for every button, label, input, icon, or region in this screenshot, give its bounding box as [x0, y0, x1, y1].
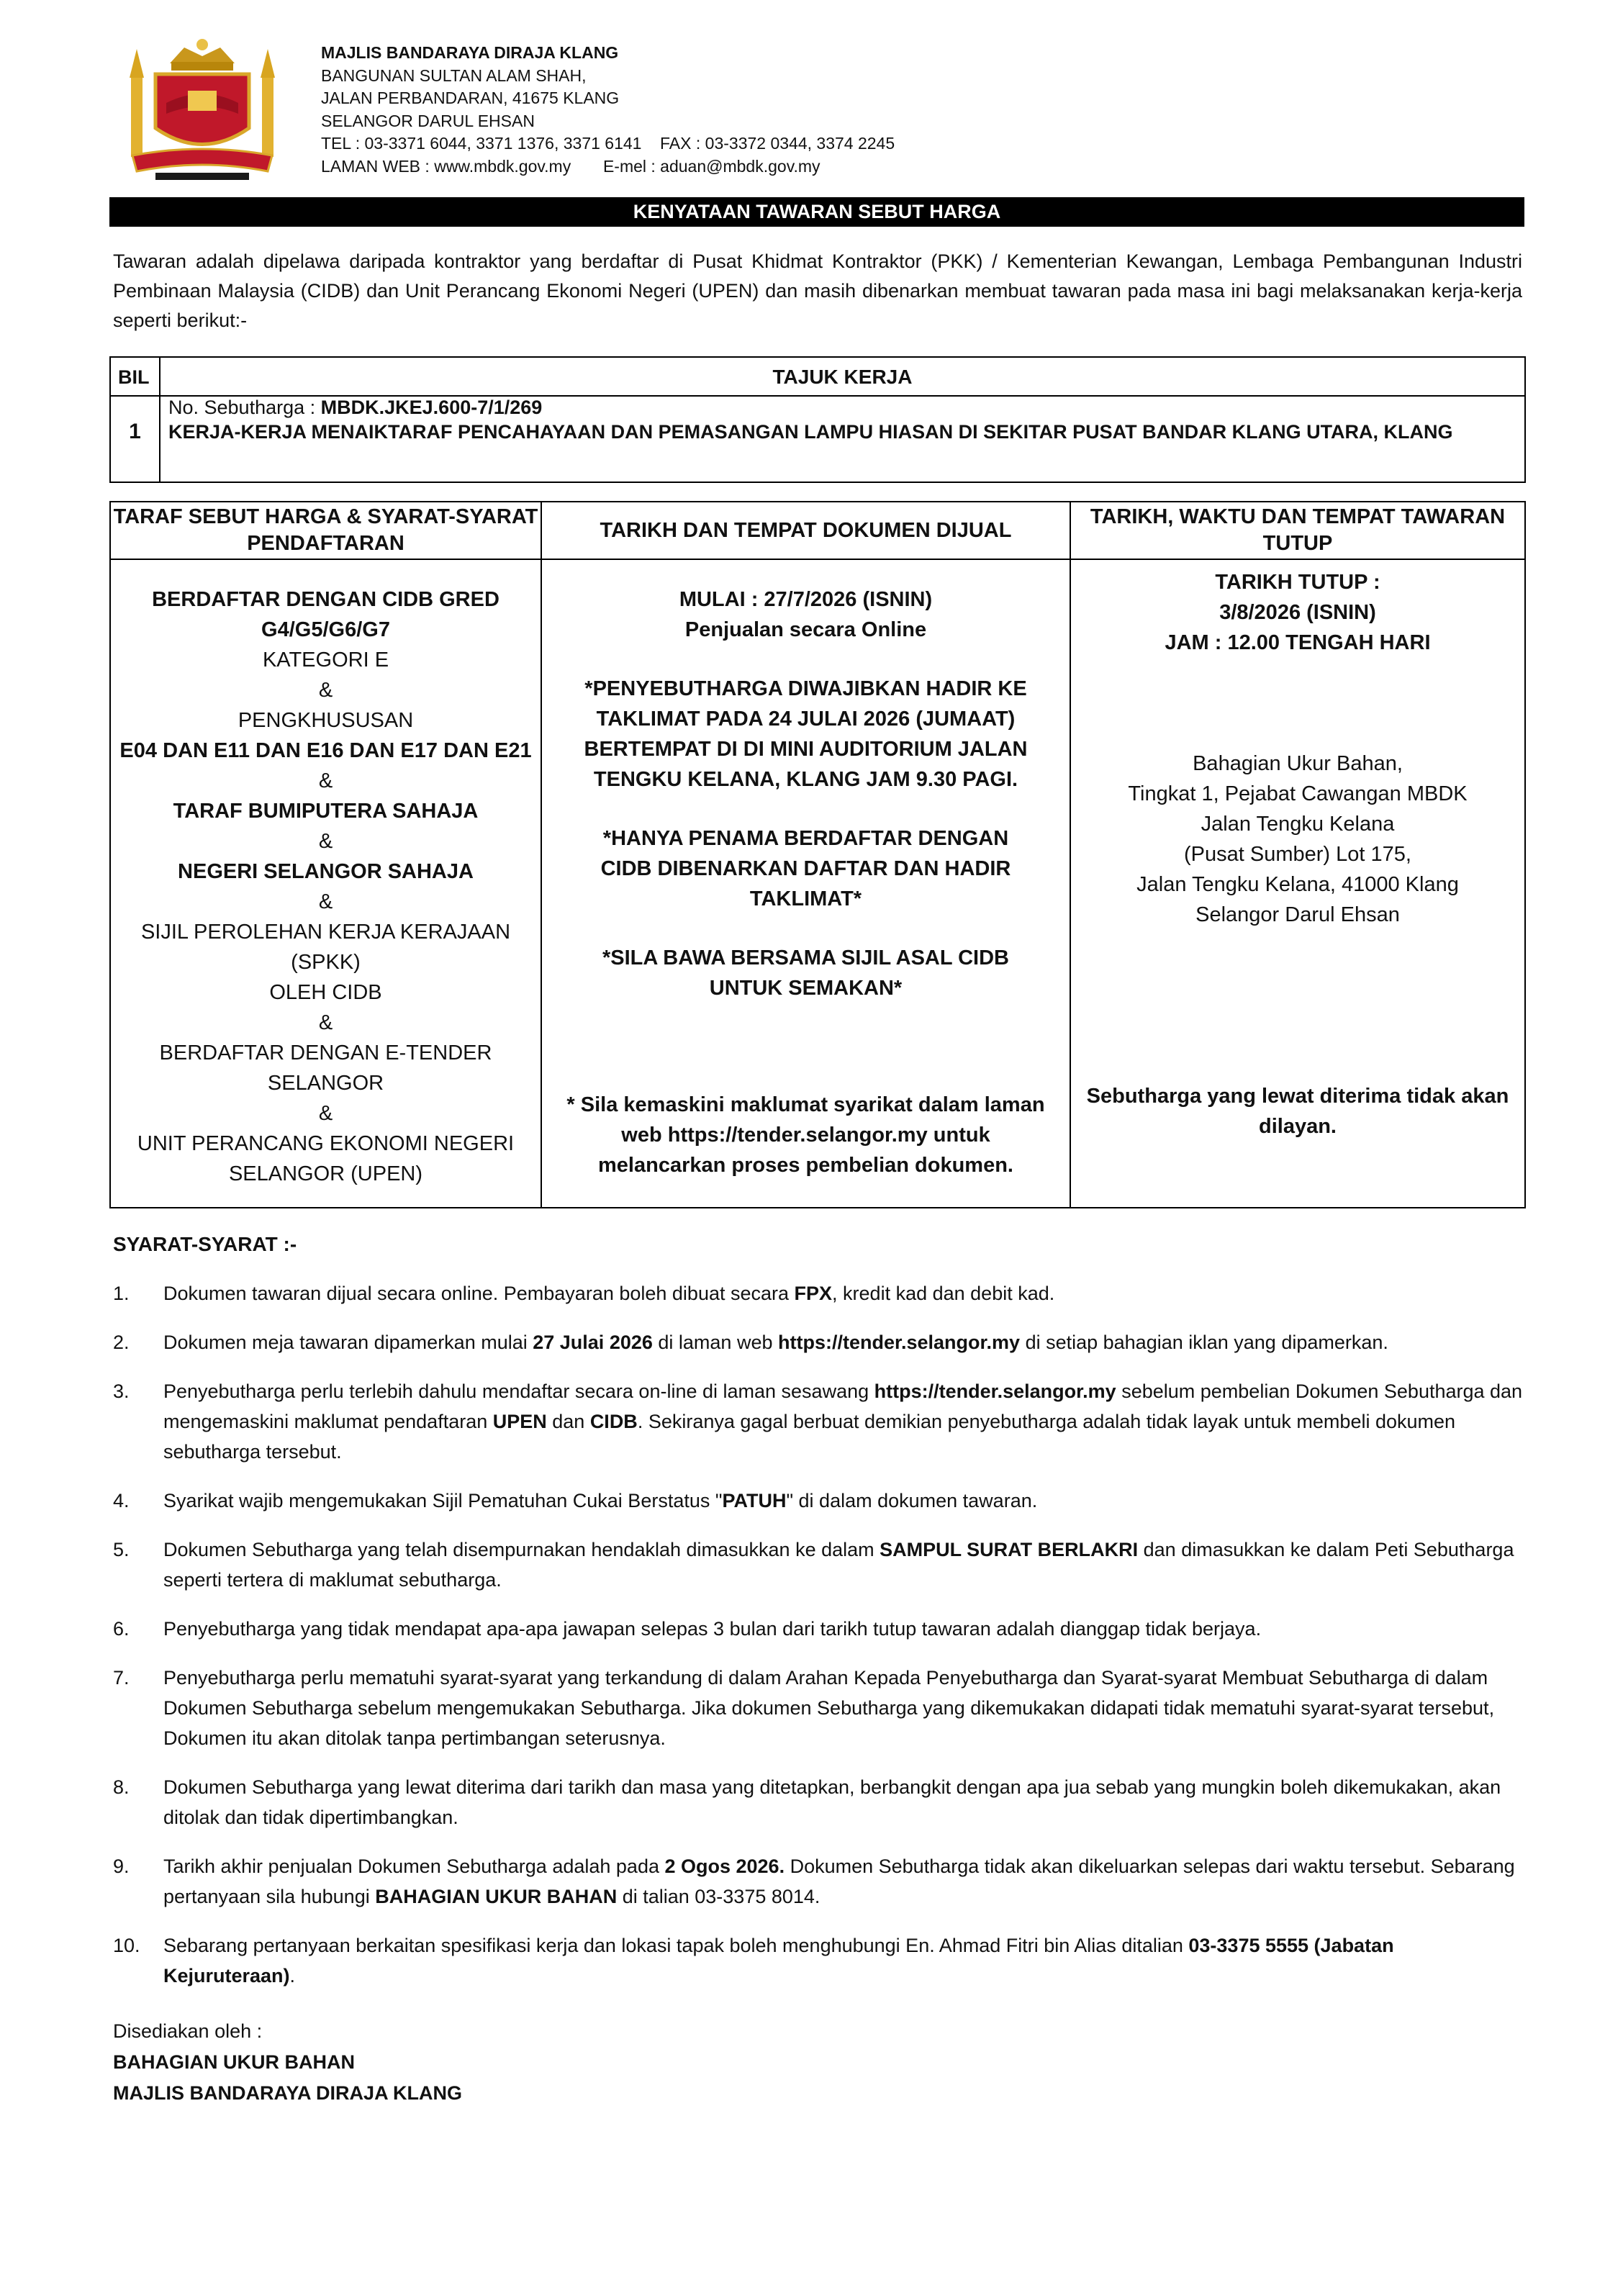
ampersand: & [318, 769, 333, 792]
condition-number: 4. [113, 1490, 130, 1511]
briefing-notice: *PENYEBUTHARGA DIWAJIBKAN HADIR KE TAKLIMAT PADA 24 JULAI 2026 (JUMAAT) BERTEMPAT DI DI MINI AUDITORIUM JALAN TENGKU KELANA, KLANG JAM 9.30 PAGI. [584, 677, 1028, 791]
condition-number: 8. [113, 1776, 130, 1798]
letterhead [321, 42, 895, 178]
closing-address-3: Jalan Tengku Kelana [1201, 813, 1395, 836]
req-spkk-cidb: OLEH CIDB [269, 981, 382, 1004]
req-category: KATEGORI E [262, 648, 389, 672]
req-upen: UNIT PERANCANG EKONOMI NEGERI [137, 1132, 515, 1155]
condition-text: Penyebutharga yang tidak mendapat apa-apa jawapan selepas 3 bulan dari tarikh tutup tawaran adalah dianggap tidak berjaya. [163, 1618, 1262, 1640]
condition-item [113, 1663, 1524, 1753]
council-crest-logo [127, 35, 278, 187]
condition-item [113, 1930, 1524, 1991]
req-selangor: NEGERI SELANGOR SAHAJA [178, 860, 474, 883]
condition-text: Dokumen meja tawaran dipamerkan mulai 27 Julai 2026 di laman web https://tender.selangor.my di setiap bahagian iklan yang dipamerkan. [163, 1332, 1388, 1353]
conditions-title: SYARAT-SYARAT :- [113, 1233, 297, 1255]
phone-fax-line [321, 132, 895, 155]
ampersand: & [318, 679, 333, 702]
condition-item [113, 1376, 1524, 1467]
condition-number: 7. [113, 1667, 130, 1689]
work-title-table [109, 356, 1526, 483]
condition-text: Dokumen Sebutharga yang telah disempurnakan hendaklah dimasukkan ke dalam SAMPUL SURAT BERLAKRI dan dimasukkan ke dalam Peti Sebutharga seperti tertera di maklumat sebutharga. [163, 1539, 1514, 1591]
req-bumiputera: TARAF BUMIPUTERA SAHAJA [173, 800, 479, 823]
condition-item [113, 1327, 1524, 1357]
condition-text: Penyebutharga perlu terlebih dahulu mendaftar secara on-line di laman sesawang https://tender.selangor.my sebelum pembelian Dokumen Sebutharga dan mengemaskini maklumat pendaftaran UPEN dan CIDB. Sekiranya gagal berbuat demikian penyebutharga adalah tidak layak untuk membeli dokumen sebutharga tersebut. [163, 1380, 1523, 1463]
ampersand: & [318, 1102, 333, 1125]
document-title: KENYATAAN TAWARAN SEBUT HARGA [109, 197, 1524, 227]
condition-item [113, 1851, 1524, 1912]
closing-column [1071, 560, 1524, 1142]
condition-item [113, 1486, 1524, 1516]
closing-address-4: (Pusat Sumber) Lot 175, [1184, 843, 1411, 866]
condition-number: 6. [113, 1618, 130, 1640]
closing-address-2: Tingkat 1, Pejabat Cawangan MBDK [1128, 782, 1468, 805]
header-tajuk-kerja: TAJUK KERJA [772, 366, 913, 388]
fax: FAX : 03-3372 0344, 3374 2245 [660, 134, 895, 153]
condition-number: 1. [113, 1283, 130, 1304]
details-table [109, 501, 1526, 1208]
req-specialisation-label: PENGKHUSUSAN [238, 709, 414, 732]
ampersand: & [318, 890, 333, 913]
web-email-line [321, 155, 895, 178]
condition-number: 5. [113, 1539, 130, 1560]
condition-item [113, 1535, 1524, 1595]
condition-number: 2. [113, 1332, 130, 1353]
ampersand: & [318, 1011, 333, 1034]
late-submission-notice: Sebutharga yang lewat diterima tidak akan dilayan. [1086, 1085, 1509, 1138]
condition-number: 9. [113, 1856, 130, 1877]
condition-text: Sebarang pertanyaan berkaitan spesifikasi kerja dan lokasi tapak boleh menghubungi En. Ahmad Fitri bin Alias ditalian 03-3375 5555 (Jabatan Kejuruteraan). [163, 1935, 1394, 1987]
telephone: TEL : 03-3371 6044, 3371 1376, 3371 6141 [321, 134, 642, 153]
bring-certificate-notice: *SILA BAWA BERSAMA SIJIL ASAL CIDB UNTUK SEMAKAN* [602, 946, 1010, 1000]
header-closing: TARIKH, WAKTU DAN TEMPAT TAWARAN TUTUP [1090, 505, 1506, 555]
document-sale-column [542, 560, 1070, 1180]
closing-address-1: Bahagian Ukur Bahan, [1193, 752, 1403, 775]
condition-item [113, 1614, 1524, 1644]
condition-item [113, 1772, 1524, 1832]
update-info-notice: * Sila kemaskini maklumat syarikat dalam laman web https://tender.selangor.my untuk melancarkan proses pembelian dokumen. [566, 1093, 1045, 1177]
header-document-sale: TARIKH DAN TEMPAT DOKUMEN DIJUAL [600, 518, 1012, 542]
closing-address-6: Selangor Darul Ehsan [1195, 903, 1400, 926]
prepared-by-org: MAJLIS BANDARAYA DIRAJA KLANG [113, 2082, 463, 2104]
condition-number: 3. [113, 1380, 130, 1402]
prepared-by-label: Disediakan oleh : [113, 2020, 263, 2042]
req-etender: BERDAFTAR DENGAN E-TENDER [159, 1041, 492, 1065]
email: E-mel : aduan@mbdk.gov.my [602, 156, 820, 176]
closing-address-5: Jalan Tengku Kelana, 41000 Klang [1136, 873, 1459, 896]
condition-text: Dokumen Sebutharga yang lewat diterima dari tarikh dan masa yang ditetapkan, berbangkit dengan apa jua sebab yang mungkin boleh dikemukakan, akan ditolak dan tidak dipertimbangkan. [163, 1776, 1501, 1828]
condition-text: Dokumen tawaran dijual secara online. Pembayaran boleh dibuat secara FPX, kredit kad dan debit kad. [163, 1283, 1055, 1304]
req-specialisation-codes: E04 DAN E11 DAN E16 DAN E17 DAN E21 [119, 739, 532, 762]
header-bil: BIL [118, 366, 150, 388]
quotation-ref [168, 395, 542, 420]
condition-text: Penyebutharga perlu mematuhi syarat-syarat yang terkandung di dalam Arahan Kepada Penyebutharga dan Syarat-syarat Membuat Sebutharga di dalam Dokumen Sebutharga sebelum mengemukakan Sebutharga. Jika dokumen Sebutharga yang dikemukakan didapati tidak mematuhi syarat-syarat tersebut, Dokumen itu akan ditolak tanpa pertimbangan seterusnya. [163, 1667, 1495, 1749]
registered-only-notice: *HANYA PENAMA BERDAFTAR DENGAN CIDB DIBENARKAN DAFTAR DAN HADIR TAKLIMAT* [600, 827, 1011, 910]
sale-start-date: MULAI : 27/7/2026 (ISNIN) [679, 588, 933, 611]
closing-date: 3/8/2026 (ISNIN) [1219, 601, 1376, 624]
intro-paragraph: Tawaran adalah dipelawa daripada kontraktor yang berdaftar di Pusat Khidmat Kontraktor (PKK) / Kementerian Kewangan, Lembaga Pembangunan Industri Pembinaan Malaysia (CIDB) dan Unit Perancang Ekonomi Negeri (UPEN) dan masih dibenarkan membuat tawaran pada masa ini bagi melaksanakan kerja-kerja seperti berikut:- [113, 250, 1522, 331]
row-number: 1 [129, 420, 141, 443]
req-upen-state: SELANGOR (UPEN) [228, 1162, 423, 1185]
work-title: KERJA-KERJA MENAIKTARAF PENCAHAYAAN DAN PEMASANGAN LAMPU HIASAN DI SEKITAR PUSAT BANDAR KLANG UTARA, KLANG [168, 421, 1453, 443]
closing-time: JAM : 12.00 TENGAH HARI [1165, 631, 1431, 654]
ref-number: MBDK.JKEJ.600-7/1/269 [320, 397, 543, 418]
prepared-by-block [113, 2016, 462, 2109]
req-spkk: SIJIL PEROLEHAN KERJA KERAJAAN (SPKK) [140, 921, 511, 974]
condition-item [113, 1278, 1524, 1309]
condition-text: Syarikat wajib mengemukakan Sijil Pematuhan Cukai Berstatus "PATUH" di dalam dokumen tawaran. [163, 1490, 1038, 1511]
org-name: MAJLIS BANDARAYA DIRAJA KLANG [321, 43, 619, 62]
address-line-1: BANGUNAN SULTAN ALAM SHAH, [321, 65, 587, 85]
header-requirements: TARAF SEBUT HARGA & SYARAT-SYARAT PENDAFTARAN [113, 505, 538, 555]
condition-text: Tarikh akhir penjualan Dokumen Sebutharga adalah pada 2 Ogos 2026. Dokumen Sebutharga tidak akan dikeluarkan selepas dari waktu tersebut. Sebarang pertanyaan sila hubungi BAHAGIAN UKUR BAHAN di talian 03-3375 8014. [163, 1856, 1515, 1907]
address-line-2: JALAN PERBANDARAN, 41675 KLANG [321, 89, 620, 107]
requirements-column [111, 560, 541, 1189]
sale-mode: Penjualan secara Online [684, 618, 927, 641]
website: LAMAN WEB : www.mbdk.gov.my [321, 156, 571, 176]
address-line-3: SELANGOR DARUL EHSAN [321, 111, 535, 130]
req-grade: G4/G5/G6/G7 [261, 618, 390, 641]
ampersand: & [318, 830, 333, 853]
req-cidb: BERDAFTAR DENGAN CIDB GRED [152, 588, 499, 611]
closing-label: TARIKH TUTUP : [1215, 571, 1380, 594]
req-etender-state: SELANGOR [267, 1072, 384, 1095]
conditions-list [113, 1278, 1524, 2010]
ref-label: No. Sebutharga : [168, 397, 316, 418]
prepared-by-dept: BAHAGIAN UKUR BAHAN [113, 2051, 355, 2073]
condition-number: 10. [113, 1935, 140, 1956]
